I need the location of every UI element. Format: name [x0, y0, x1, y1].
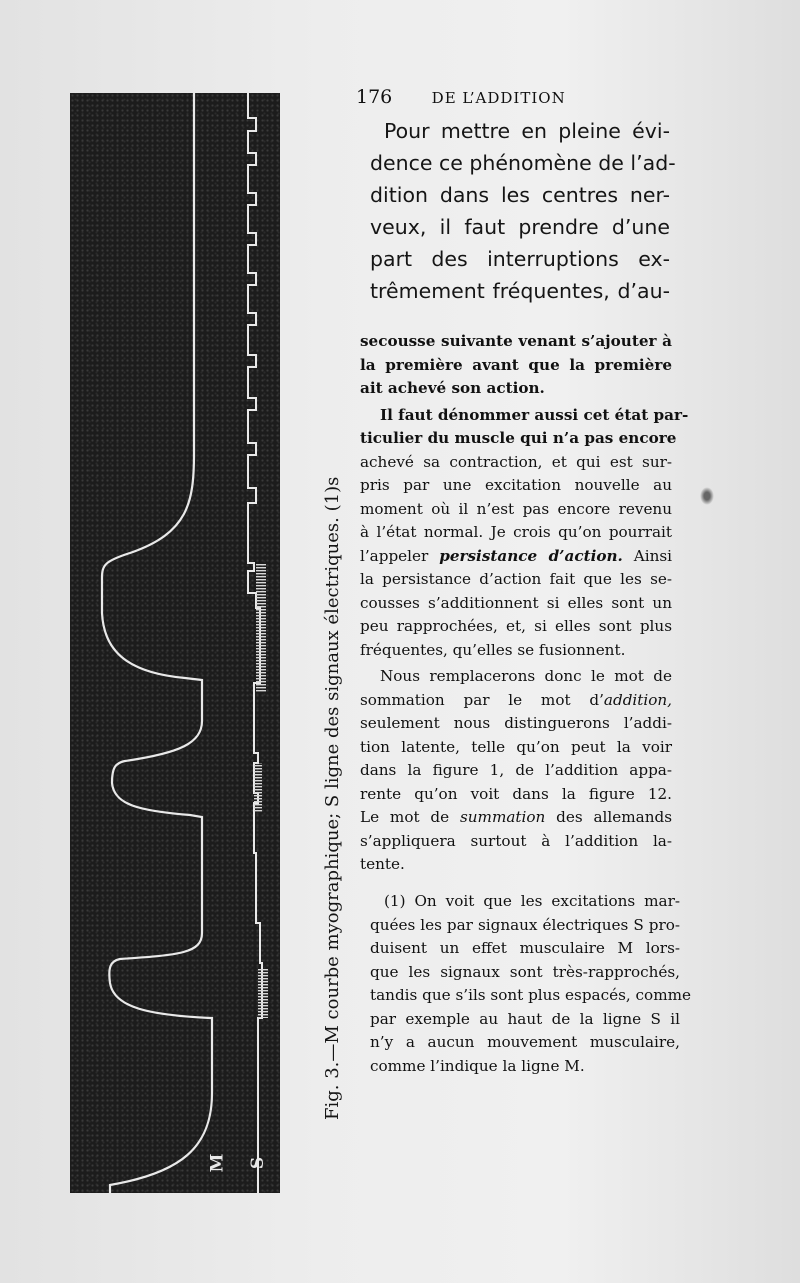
body-line: seulement nous distinguerons l’addi- — [360, 714, 672, 732]
body-line: achevé sa contraction, et qui est sur- — [360, 452, 672, 471]
body-line: moment où il n’est pas encore revenu — [360, 499, 672, 518]
running-head — [356, 86, 656, 108]
body-line: Il faut dénommer aussi cet état par- — [380, 405, 689, 424]
body-line: s’appliquera surtout à l’addition la- — [360, 831, 672, 850]
large-line: dence ce phénomène de l’ad- — [370, 151, 676, 175]
footnote-line: duisent un effet musculaire M lors- — [370, 939, 680, 957]
large-line: part des interruptions ex- — [370, 247, 670, 271]
figure-label-m: M — [207, 1153, 228, 1173]
figure-caption: Fig. 3.—M courbe myographique; S ligne des signaux électriques. (1)s — [322, 476, 343, 1120]
large-line: trêmement fréquentes, d’au- — [370, 279, 670, 303]
body-line: Nous remplacerons donc le mot de — [380, 667, 672, 685]
body-line: rente qu’on voit dans la figure 12. — [360, 784, 672, 803]
body-line: cousses s’additionnent si elles sont un — [360, 593, 672, 612]
body-line: peu rapprochées, et, si elles sont plus — [360, 617, 672, 635]
body-line — [360, 545, 672, 569]
footnote-line: (1) On voit que les excitations mar- — [384, 892, 680, 910]
body-line: tente. — [360, 855, 405, 873]
body-text-run: des allemands — [545, 808, 672, 826]
large-line: Pour mettre en pleine évi- — [384, 119, 670, 143]
term-persistance: persistance d’action. — [439, 546, 623, 565]
body-line: tion latente, telle qu’on peut la voir — [360, 737, 672, 756]
page-number: 176 — [356, 86, 393, 108]
body-line: la persistance d’action fait que les se- — [360, 570, 672, 588]
body-line: ticulier du muscle qui n’a pas encore — [360, 429, 677, 447]
body-text-run: Ainsi — [622, 546, 672, 565]
body-text-run: sommation par le mot d’ — [360, 690, 604, 709]
running-title: DE L’ADDITION — [431, 89, 566, 107]
footnote-line: comme l’indique la ligne M. — [370, 1056, 585, 1075]
body-line: dans la figure 1, de l’addition appa- — [360, 761, 672, 779]
figure-plate — [70, 93, 280, 1193]
footnote-line: quées les par signaux électriques S pro- — [370, 915, 680, 934]
myograph-tracing — [70, 93, 280, 1193]
footnote-line: tandis que s’ils sont plus espacés, comme — [370, 986, 691, 1004]
body-line — [360, 689, 672, 713]
footnote — [370, 890, 691, 1078]
large-line: veux, il faut prendre d’une — [370, 215, 670, 239]
term-summation: summation — [459, 808, 546, 826]
term-addition: addition, — [603, 690, 672, 709]
body-text-run: Le mot de — [360, 808, 460, 826]
body-line: la première avant que la première — [360, 355, 672, 374]
paper-blemish — [700, 487, 714, 505]
signal-burst-2 — [254, 763, 262, 813]
signal-burst-1 — [256, 563, 266, 693]
body-line: à l’état normal. Je crois qu’on pourrait — [360, 523, 672, 541]
body-line: secousse suivante venant s’ajouter à — [360, 332, 672, 350]
body-text — [360, 330, 689, 877]
body-line: fréquentes, qu’elles se fusionnent. — [360, 640, 626, 659]
large-line: dition dans les centres ner- — [370, 183, 670, 207]
footnote-line: que les signaux sont très-rapprochés, — [370, 962, 680, 981]
body-text-run: l’appeler — [360, 546, 440, 565]
footnote-line: par exemple au haut de la ligne S il — [370, 1009, 680, 1028]
signal-burst-3 — [258, 968, 268, 1018]
large-text-block — [370, 115, 676, 307]
myograph-curve-m — [102, 93, 212, 1193]
footnote-line: n’y a aucun mouvement musculaire, — [370, 1033, 680, 1051]
body-line: ait achevé son action. — [360, 379, 545, 397]
body-line: pris par une excitation nouvelle au — [360, 476, 672, 494]
figure-label-s: S — [248, 1156, 269, 1170]
body-line — [360, 806, 672, 830]
